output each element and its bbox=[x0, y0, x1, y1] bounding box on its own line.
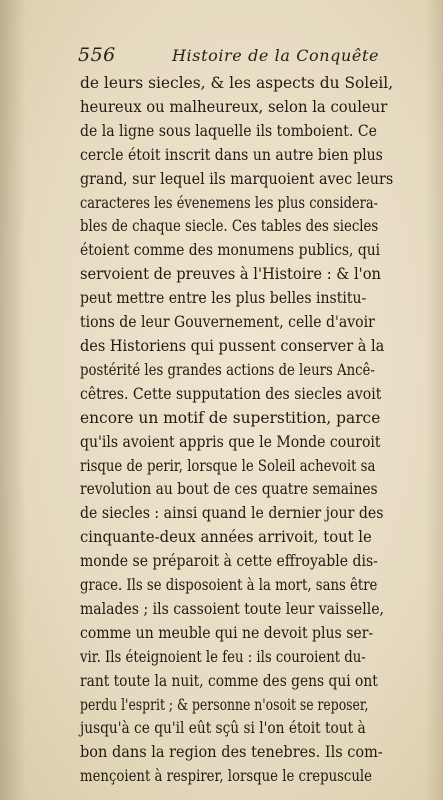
text-line: peut mettre entre les plus belles institu- bbox=[80, 289, 367, 308]
text-line: rant toute la nuit, comme des gens qui ont bbox=[80, 671, 378, 690]
text-line: servoient de preuves à l'Histoire : & l'on bbox=[80, 265, 381, 284]
text-line: perdu l'esprit ; & personne n'osoit se reposer, bbox=[80, 695, 369, 714]
body-text bbox=[80, 72, 436, 789]
text-line: vir. Ils éteignoient le feu : ils couroient du- bbox=[80, 647, 366, 666]
text-line: risque de perir, lorsque le Soleil achevoit sa bbox=[80, 456, 376, 475]
running-title: Histoire de la Conquête bbox=[172, 46, 380, 65]
text-line: grace. Ils se disposoient à la mort, sans être bbox=[80, 576, 378, 595]
text-line: de leurs siecles, & les aspects du Soleil, bbox=[80, 74, 394, 92]
text-line: jusqu'à ce qu'il eût sçû si l'on étoit tout à bbox=[80, 719, 366, 738]
text-line: revolution au bout de ces quatre semaines bbox=[80, 480, 378, 499]
text-line: comme un meuble qui ne devoit plus ser- bbox=[80, 623, 374, 642]
text-line: bles de chaque siecle. Ces tables des siecles bbox=[80, 217, 379, 236]
text-line: malades ; ils cassoient toute leur vaisselle, bbox=[80, 599, 384, 618]
text-line: caracteres les évenemens les plus considera- bbox=[80, 193, 379, 212]
text-line: tions de leur Gouvernement, celle d'avoir bbox=[80, 313, 375, 332]
page-number: 556 bbox=[78, 44, 116, 66]
text-line: cercle étoit inscrit dans un autre bien plus bbox=[80, 145, 383, 164]
text-line: encore un motif de superstition, parce bbox=[80, 408, 381, 427]
text-line: étoient comme des monumens publics, qui bbox=[80, 241, 381, 260]
text-line: mençoient à respirer, lorsque le crepuscule bbox=[80, 767, 372, 786]
text-line: grand, sur lequel ils marquoient avec leurs bbox=[80, 169, 394, 188]
text-line: monde se préparoit à cette effroyable dis- bbox=[80, 552, 378, 571]
text-line: de siecles : ainsi quand le dernier jour des bbox=[80, 504, 384, 523]
text-line: cêtres. Cette supputation des siecles avoit bbox=[80, 384, 382, 403]
running-head bbox=[78, 44, 398, 70]
text-line: des Historiens qui pussent conserver à la bbox=[80, 336, 385, 355]
text-line: heureux ou malheureux, selon la couleur bbox=[80, 97, 388, 116]
text-line: cinquante-deux années arrivoit, tout le bbox=[80, 528, 372, 547]
text-line: bon dans la region des tenebres. Ils com- bbox=[80, 743, 383, 762]
text-line: de la ligne sous laquelle ils tomboient. Ce bbox=[80, 121, 377, 140]
text-line: qu'ils avoient appris que le Monde couroit bbox=[80, 432, 381, 451]
text-line: postérité les grandes actions de leurs Ancê- bbox=[80, 360, 375, 379]
